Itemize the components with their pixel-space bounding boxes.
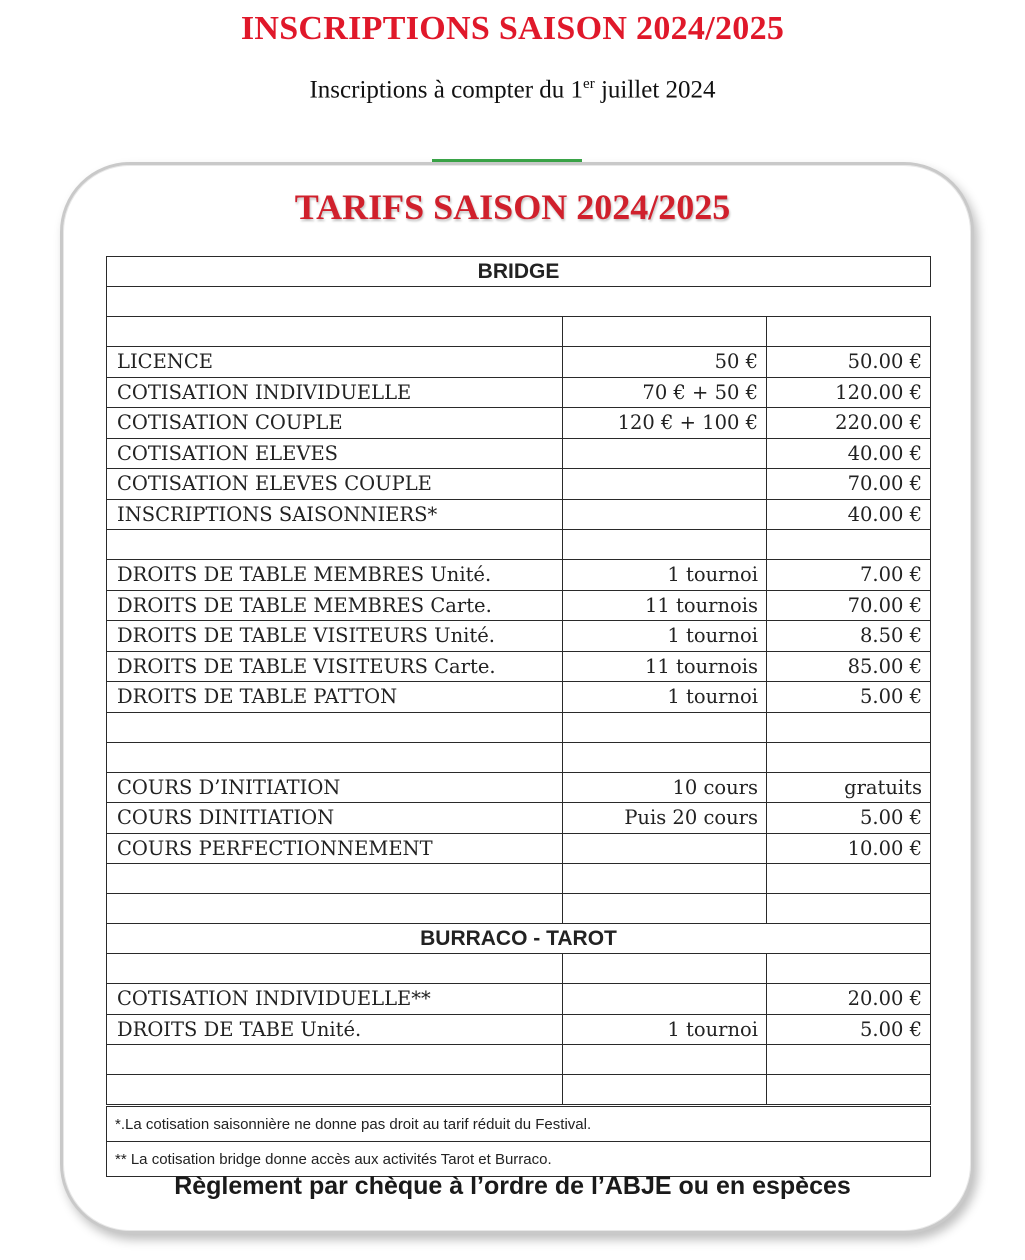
row-detail: 11 tournois: [563, 590, 767, 621]
tariff-table: [106, 256, 931, 1177]
payment-note: Règlement par chèque à l’ordre de l’ABJE ou en espèces: [174, 1172, 851, 1200]
row-price: 40.00 €: [767, 499, 931, 530]
card-title: TARIFS SAISON 2024/2025: [294, 187, 731, 227]
row-price: 5.00 €: [767, 1014, 931, 1045]
footnote-seasonal: *.La cotisation saisonnière ne donne pas droit au tarif réduit du Festival.: [107, 1106, 931, 1142]
row-detail: 10 cours: [563, 772, 767, 803]
table-fee-rows: [107, 560, 931, 713]
subtitle-before: Inscriptions à compter du 1: [309, 76, 584, 104]
row-price: 10.00 €: [767, 833, 931, 864]
row-label: COTISATION COUPLE: [107, 408, 563, 439]
table-row: [107, 469, 931, 500]
row-detail: [563, 438, 767, 469]
row-price: 40.00 €: [767, 438, 931, 469]
section-header-bridge: BRIDGE: [107, 257, 931, 287]
table-row: [107, 1045, 931, 1075]
table-row: [107, 499, 931, 530]
table-row: [107, 833, 931, 864]
table-row: [107, 651, 931, 682]
row-label: COTISATION INDIVIDUELLE**: [107, 984, 563, 1015]
subtitle-sup: er: [583, 76, 595, 92]
table-row: [107, 712, 931, 742]
row-price: 5.00 €: [767, 682, 931, 713]
row-price: 20.00 €: [767, 984, 931, 1015]
table-row: [107, 772, 931, 803]
table-row: [107, 377, 931, 408]
table-row: [107, 864, 931, 894]
table-row: [107, 530, 931, 560]
row-detail: [563, 469, 767, 500]
table-row: [107, 682, 931, 713]
row-price: 7.00 €: [767, 560, 931, 591]
row-label: LICENCE: [107, 347, 563, 378]
table-row: [107, 438, 931, 469]
table-row: [107, 1014, 931, 1045]
membership-rows: [107, 347, 931, 530]
table-row: [107, 1075, 931, 1106]
table-row: [107, 954, 931, 984]
row-price: gratuits: [767, 772, 931, 803]
row-detail: Puis 20 cours: [563, 803, 767, 834]
row-label: DROITS DE TABLE PATTON: [107, 682, 563, 713]
burraco-rows: [107, 984, 931, 1045]
row-detail: 1 tournoi: [563, 1014, 767, 1045]
row-label: DROITS DE TABLE MEMBRES Carte.: [107, 590, 563, 621]
row-label: COURS D’INITIATION: [107, 772, 563, 803]
row-detail: 1 tournoi: [563, 682, 767, 713]
row-label: COURS PERFECTIONNEMENT: [107, 833, 563, 864]
table-row: [107, 590, 931, 621]
row-price: 5.00 €: [767, 803, 931, 834]
row-label: COTISATION ELEVES: [107, 438, 563, 469]
main-title: INSCRIPTIONS SAISON 2024/2025: [240, 10, 785, 47]
row-detail: 120 € + 100 €: [563, 408, 767, 439]
subtitle-after: juillet 2024: [594, 76, 716, 104]
footnote-bridge-access: ** La cotisation bridge donne accès aux activités Tarot et Burraco.: [107, 1142, 931, 1177]
row-label: DROITS DE TABLE MEMBRES Unité.: [107, 560, 563, 591]
table-row: [107, 560, 931, 591]
row-label: DROITS DE TABLE VISITEURS Unité.: [107, 621, 563, 652]
row-price: 120.00 €: [767, 377, 931, 408]
row-label: DROITS DE TABLE VISITEURS Carte.: [107, 651, 563, 682]
course-rows: [107, 772, 931, 864]
table-row: [107, 317, 931, 347]
table-row: [107, 621, 931, 652]
row-detail: [563, 984, 767, 1015]
row-label: INSCRIPTIONS SAISONNIERS*: [107, 499, 563, 530]
row-detail: 11 tournois: [563, 651, 767, 682]
row-price: 70.00 €: [767, 469, 931, 500]
row-label: DROITS DE TABE Unité.: [107, 1014, 563, 1045]
row-price: 8.50 €: [767, 621, 931, 652]
table-row: [107, 894, 931, 924]
empty-row: [107, 287, 931, 317]
row-detail: 1 tournoi: [563, 621, 767, 652]
row-label: COTISATION INDIVIDUELLE: [107, 377, 563, 408]
table-row: [107, 408, 931, 439]
table-row: [107, 803, 931, 834]
row-detail: 70 € + 50 €: [563, 377, 767, 408]
row-price: 85.00 €: [767, 651, 931, 682]
row-label: COTISATION ELEVES COUPLE: [107, 469, 563, 500]
subtitle: [0, 76, 1025, 104]
row-detail: [563, 833, 767, 864]
row-price: 70.00 €: [767, 590, 931, 621]
row-label: COURS DINITIATION: [107, 803, 563, 834]
row-price: 220.00 €: [767, 408, 931, 439]
row-detail: 50 €: [563, 347, 767, 378]
row-detail: [563, 499, 767, 530]
table-row: [107, 347, 931, 378]
table-row: [107, 742, 931, 772]
row-detail: 1 tournoi: [563, 560, 767, 591]
row-price: 50.00 €: [767, 347, 931, 378]
table-row: [107, 984, 931, 1015]
section-header-burraco: BURRACO - TAROT: [107, 924, 931, 954]
